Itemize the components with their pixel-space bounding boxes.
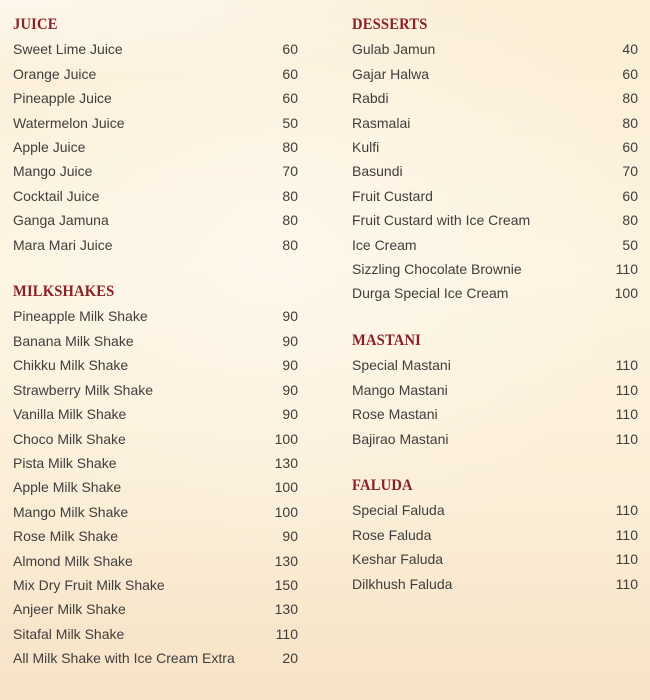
item-price: 130 (274, 601, 298, 618)
item-name: Kulfi (352, 139, 380, 156)
menu-item (352, 402, 638, 426)
menu-item (13, 159, 298, 183)
item-price: 110 (615, 430, 638, 447)
item-price: 60 (622, 65, 638, 82)
item-price: 40 (622, 41, 638, 58)
item-name: Sizzling Chocolate Brownie (352, 261, 522, 278)
menu-item (13, 475, 298, 499)
menu-item (352, 257, 638, 281)
item-name: Anjeer Milk Shake (13, 601, 126, 618)
item-name: Mango Juice (13, 163, 93, 180)
item-price: 110 (275, 625, 298, 642)
item-price: 100 (614, 285, 638, 302)
menu-item (13, 378, 298, 402)
item-name: Strawberry Milk Shake (13, 381, 154, 398)
menu-item (13, 353, 298, 377)
item-name: Ice Cream (352, 236, 417, 253)
menu-item (13, 524, 298, 548)
item-price: 70 (282, 163, 298, 180)
item-price: 100 (274, 430, 298, 447)
section-title-mastani: MASTANI (352, 331, 422, 349)
item-name: Rose Faluda (352, 526, 432, 543)
menu-item (13, 37, 298, 61)
item-name: Mango Mastani (352, 381, 448, 398)
item-price: 100 (274, 503, 298, 520)
item-name: Ganga Jamuna (13, 212, 109, 229)
item-name: Bajirao Mastani (352, 430, 449, 447)
menu-item (352, 184, 638, 208)
menu-column-left (13, 13, 298, 671)
item-name: Apple Milk Shake (13, 479, 122, 496)
item-price: 80 (282, 236, 298, 253)
item-price: 110 (615, 526, 638, 543)
item-name: Sitafal Milk Shake (13, 625, 125, 642)
item-price: 50 (622, 236, 638, 253)
menu-section-mastani (352, 329, 638, 451)
item-price: 80 (282, 187, 298, 204)
item-price: 90 (282, 381, 298, 398)
menu-item (13, 597, 298, 621)
item-price: 110 (615, 381, 638, 398)
item-name: Pista Milk Shake (13, 454, 117, 471)
item-name: Dilkhush Faluda (352, 575, 453, 592)
item-price: 60 (622, 139, 638, 156)
item-name: Choco Milk Shake (13, 430, 126, 447)
item-name: Gulab Jamun (352, 41, 436, 58)
section-title-milkshakes: MILKSHAKES (13, 283, 115, 301)
item-name: Chikku Milk Shake (13, 357, 129, 374)
item-name: Pineapple Milk Shake (13, 308, 148, 325)
menu-item (352, 135, 638, 159)
item-price: 60 (282, 41, 298, 58)
menu-item (352, 86, 638, 110)
menu-item (352, 37, 638, 61)
menu-item (352, 378, 638, 402)
menu-item (352, 233, 638, 257)
menu-item (352, 523, 638, 547)
section-title-juice: JUICE (13, 16, 58, 33)
item-name: Almond Milk Shake (13, 552, 133, 569)
menu-item (352, 427, 638, 451)
menu-item (352, 111, 638, 135)
item-name: Fruit Custard with Ice Cream (352, 212, 531, 229)
item-name: Watermelon Juice (13, 114, 125, 131)
menu-item (13, 208, 298, 232)
item-name: Rose Mastani (352, 406, 438, 423)
item-name: Pineapple Juice (13, 90, 112, 107)
section-title-faluda: FALUDA (352, 476, 413, 494)
item-price: 110 (615, 406, 638, 423)
menu-item (352, 281, 638, 305)
menu-section-milkshakes (13, 280, 298, 671)
item-price: 60 (622, 187, 638, 204)
menu-item (13, 184, 298, 208)
item-name: Rabdi (352, 90, 389, 107)
item-price: 90 (282, 357, 298, 374)
item-name: All Milk Shake with Ice Cream Extra (13, 650, 235, 667)
item-name: Fruit Custard (352, 187, 433, 204)
menu-item (13, 451, 298, 475)
menu-item (13, 329, 298, 353)
menu-item (352, 547, 638, 571)
item-price: 100 (274, 479, 298, 496)
item-name: Vanilla Milk Shake (13, 406, 127, 423)
menu-item (352, 62, 638, 86)
menu-item (13, 500, 298, 524)
menu-item (13, 622, 298, 646)
item-name: Banana Milk Shake (13, 332, 134, 349)
item-price: 130 (274, 454, 298, 471)
menu-item (13, 573, 298, 597)
item-name: Gajar Halwa (352, 65, 430, 82)
menu-item (13, 62, 298, 86)
menu-item (13, 646, 298, 670)
item-name: Mara Mari Juice (13, 236, 113, 253)
menu-column-right (352, 13, 638, 596)
item-price: 150 (274, 576, 298, 593)
item-price: 110 (615, 575, 638, 592)
item-price: 90 (282, 332, 298, 349)
menu-item (352, 159, 638, 183)
item-price: 50 (282, 114, 298, 131)
menu-item (13, 427, 298, 451)
item-name: Mango Milk Shake (13, 503, 129, 520)
item-price: 90 (282, 308, 298, 325)
item-price: 80 (282, 139, 298, 156)
item-price: 80 (622, 114, 638, 131)
item-price: 80 (622, 212, 638, 229)
menu-item (352, 572, 638, 596)
menu-item (13, 549, 298, 573)
item-name: Special Faluda (352, 502, 445, 519)
menu-item (13, 111, 298, 135)
item-price: 110 (615, 357, 638, 374)
menu-section-faluda (352, 474, 638, 596)
item-price: 60 (282, 90, 298, 107)
item-name: Orange Juice (13, 65, 97, 82)
menu-section-desserts (352, 13, 638, 306)
item-name: Sweet Lime Juice (13, 41, 123, 58)
item-price: 130 (274, 552, 298, 569)
item-price: 110 (615, 551, 638, 568)
menu-item (13, 304, 298, 328)
item-name: Apple Juice (13, 139, 86, 156)
section-title-desserts: DESSERTS (352, 16, 428, 33)
item-name: Rose Milk Shake (13, 528, 119, 545)
item-price: 110 (615, 261, 638, 278)
item-price: 90 (282, 528, 298, 545)
item-price: 70 (622, 163, 638, 180)
item-name: Rasmalai (352, 114, 411, 131)
menu-item (352, 353, 638, 377)
item-name: Special Mastani (352, 357, 451, 374)
menu-item (13, 402, 298, 426)
menu-item (13, 233, 298, 257)
menu-item (13, 135, 298, 159)
item-price: 90 (282, 406, 298, 423)
item-price: 80 (282, 212, 298, 229)
item-name: Mix Dry Fruit Milk Shake (13, 576, 165, 593)
item-name: Durga Special Ice Cream (352, 285, 509, 302)
item-price: 60 (282, 65, 298, 82)
menu-item (13, 86, 298, 110)
item-price: 110 (615, 502, 638, 519)
item-price: 80 (622, 90, 638, 107)
menu-item (352, 208, 638, 232)
menu-item (352, 498, 638, 522)
item-name: Keshar Faluda (352, 551, 444, 568)
item-name: Cocktail Juice (13, 187, 100, 204)
menu-section-juice (13, 13, 298, 257)
item-price: 20 (282, 650, 298, 667)
item-name: Basundi (352, 163, 403, 180)
